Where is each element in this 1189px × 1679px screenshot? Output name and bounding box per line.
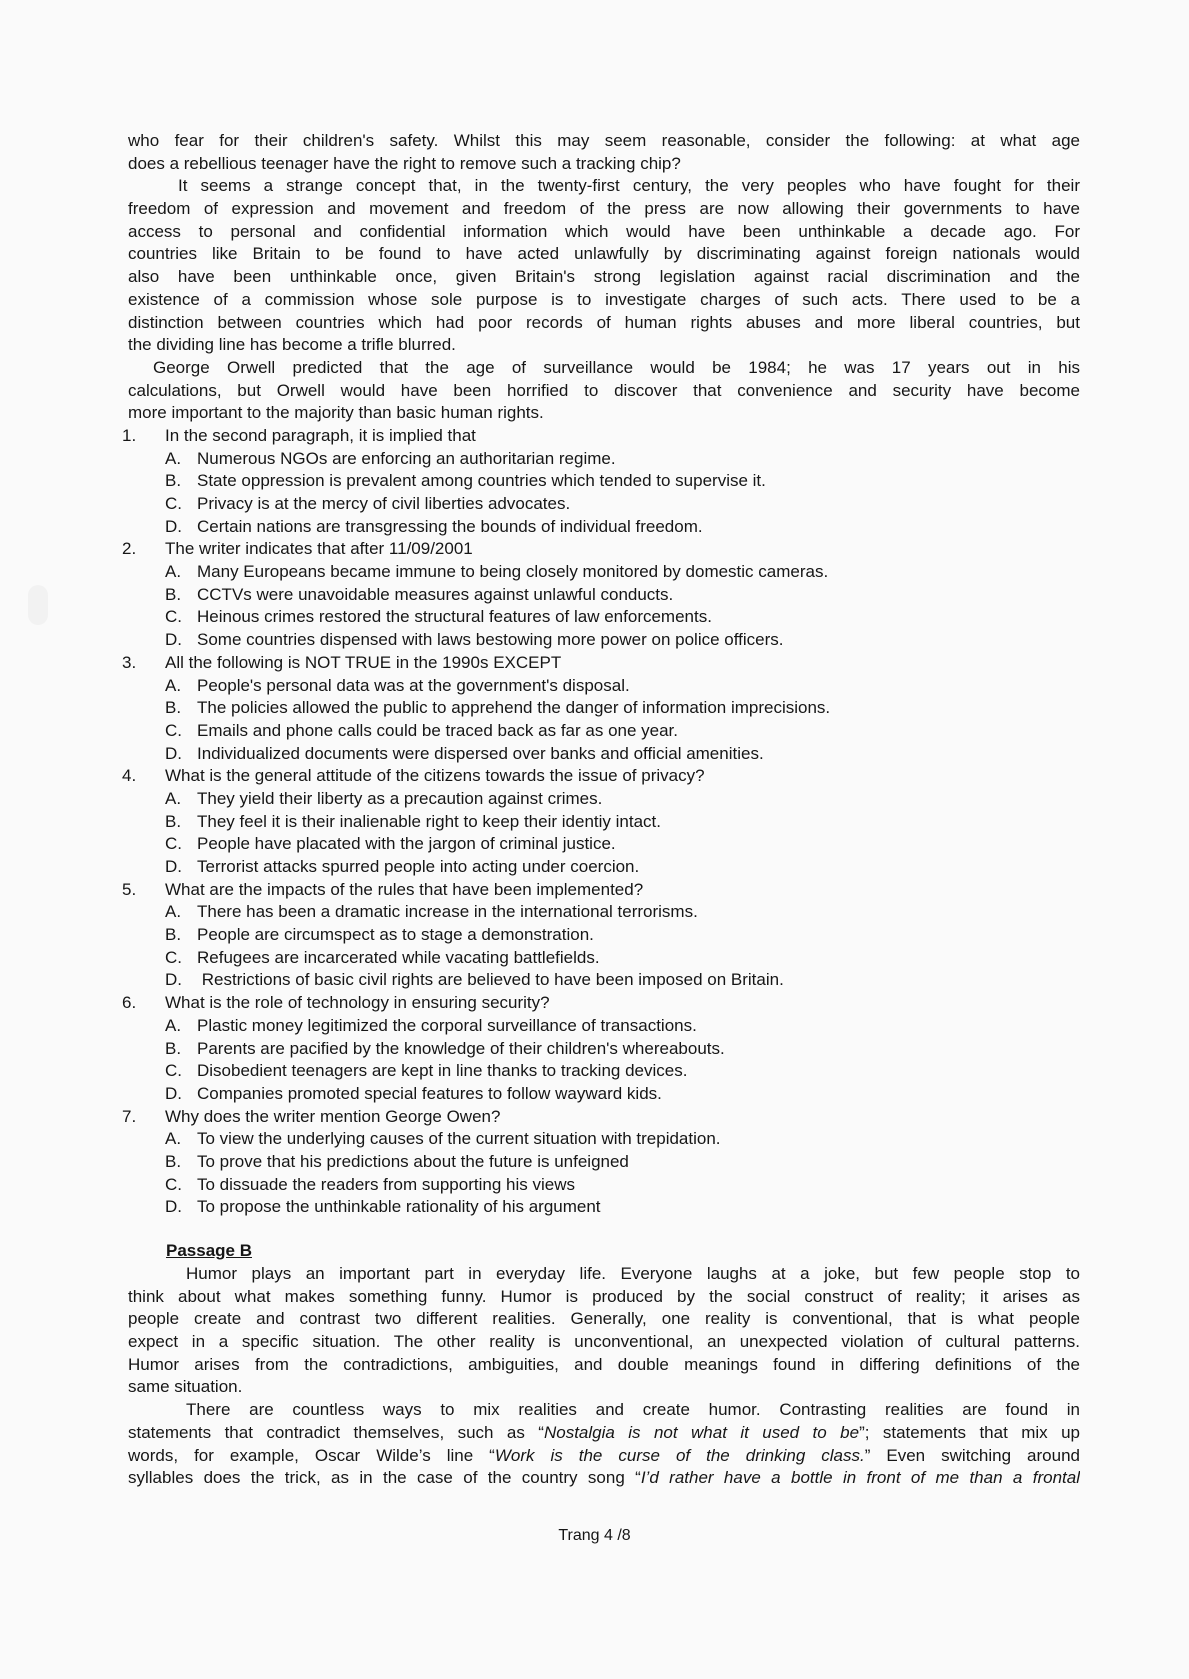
- text-line: does a rebellious teenager have the right to remove such a tracking chip?: [128, 153, 681, 173]
- option-letter: A.: [165, 788, 182, 808]
- option-text: Emails and phone calls could be traced back as far as one year.: [197, 720, 679, 740]
- option-text: State oppression is prevalent among countries which tended to supervise it.: [197, 471, 766, 491]
- text-line: more important to the majority than basic human rights.: [128, 403, 544, 423]
- passage-b-title: Passage B: [166, 1241, 252, 1260]
- option-text: The policies allowed the public to apprehend the danger of information imprecisions.: [197, 698, 831, 718]
- text-line: access to personal and confidential information which would have been unthinkable a decade ago. For: [128, 221, 1080, 241]
- text-line: freedom of expression and movement and freedom of the press are now allowing their governments to have: [128, 199, 1080, 219]
- answer-option: [128, 675, 1080, 698]
- option-letter: C.: [165, 720, 182, 740]
- answer-option: [128, 697, 1080, 720]
- question-stem-line: [122, 425, 1080, 448]
- answer-option: [128, 493, 1080, 516]
- option-letter: D.: [165, 1197, 182, 1217]
- option-text: Individualized documents were dispersed over banks and official amenities.: [197, 743, 764, 763]
- option-letter: C.: [165, 834, 182, 854]
- option-text: People's personal data was at the government's disposal.: [197, 675, 630, 695]
- text-segment: think about what makes something funny. Humor is produced by the social construct of reality; it arises as: [128, 1286, 1080, 1306]
- text-segment: same situation.: [128, 1377, 243, 1397]
- text-line: countries like Britain to be found to have acted unlawfully by discriminating against foreign nationals would: [128, 244, 1080, 264]
- text-segment: Humor arises from the contradictions, ambiguities, and double meanings found in differing definitions of the: [128, 1354, 1080, 1374]
- option-text: People are circumspect as to stage a demonstration.: [197, 925, 594, 945]
- option-text: Certain nations are transgressing the bounds of individual freedom.: [197, 516, 703, 536]
- option-letter: B.: [165, 471, 182, 491]
- answer-option: [128, 924, 1080, 947]
- option-text: Terrorist attacks spurred people into acting under coercion.: [197, 857, 640, 876]
- option-letter: C.: [165, 1174, 182, 1194]
- option-letter: A.: [165, 1015, 182, 1035]
- text-segment: words, for example, Oscar Wilde’s line “: [128, 1445, 495, 1465]
- question-stem-line: [122, 1106, 1080, 1129]
- text-segment: syllables does the trick, as in the case of the country song “: [128, 1468, 641, 1488]
- option-text: Refugees are incarcerated while vacating battlefields.: [197, 947, 600, 967]
- option-letter: A.: [165, 675, 182, 695]
- option-letter: A.: [165, 902, 182, 922]
- question-stem: The writer indicates that after 11/09/2001: [165, 539, 473, 559]
- question-number: 3.: [122, 652, 137, 672]
- paragraph: [128, 130, 1080, 175]
- answer-option: [128, 1060, 1080, 1083]
- page-number: Trang 4 /8: [558, 1527, 631, 1544]
- text-line: [128, 1445, 1080, 1468]
- question-number: 1.: [122, 425, 137, 445]
- question-stem-line: [122, 879, 1080, 902]
- answer-option: [128, 1196, 1080, 1219]
- text-line: [128, 1331, 1080, 1354]
- option-letter: C.: [165, 494, 182, 513]
- option-text: Many Europeans became immune to being closely monitored by domestic cameras.: [197, 562, 829, 582]
- answer-option: [128, 606, 1080, 629]
- option-letter: B.: [165, 584, 182, 604]
- answer-option: [128, 1174, 1080, 1197]
- text-line: It seems a strange concept that, in the twenty-first century, the very peoples who have fought for their: [178, 176, 1080, 196]
- answer-option: [128, 1015, 1080, 1038]
- question-stem-line: [122, 765, 1080, 788]
- question: [122, 765, 1080, 878]
- question-stem: All the following is NOT TRUE in the 1990s EXCEPT: [165, 652, 562, 672]
- answer-option: [128, 788, 1080, 811]
- option-text: Numerous NGOs are enforcing an authoritarian regime.: [197, 448, 616, 468]
- option-text: To view the underlying causes of the current situation with trepidation.: [197, 1129, 721, 1149]
- option-text: Restrictions of basic civil rights are believed to have been imposed on Britain.: [197, 970, 784, 990]
- text-segment: ”; statements that mix up: [859, 1422, 1080, 1442]
- text-segment: statements that contradict themselves, such as “: [128, 1422, 544, 1442]
- answer-option: [128, 856, 1080, 879]
- text-line: [128, 1422, 1080, 1445]
- scan-smudge: [28, 585, 48, 625]
- option-text: To dissuade the readers from supporting his views: [197, 1174, 575, 1194]
- answer-option: [128, 811, 1080, 834]
- passage-a: [128, 130, 1080, 425]
- italic-quote: Work is the curse of the drinking class.: [494, 1445, 865, 1465]
- option-text: Privacy is at the mercy of civil liberties advocates.: [197, 494, 571, 513]
- question-stem: What are the impacts of the rules that have been implemented?: [165, 879, 644, 899]
- italic-quote: I’d rather have a bottle in front of me than a frontal: [640, 1468, 1080, 1488]
- answer-option: [128, 516, 1080, 539]
- passage-b: [128, 1238, 1080, 1490]
- answer-option: [128, 969, 1080, 992]
- option-letter: B.: [165, 925, 182, 945]
- option-text: They feel it is their inalienable right to keep their identiy intact.: [197, 811, 661, 831]
- answer-option: [128, 720, 1080, 743]
- text-segment: ” Even switching around: [864, 1445, 1080, 1465]
- text-line: the dividing line has become a trifle blurred.: [128, 335, 456, 355]
- option-text: There has been a dramatic increase in the international terrorisms.: [197, 902, 698, 922]
- italic-quote: Nostalgia is not what it used to be: [543, 1422, 860, 1442]
- option-text: People have placated with the jargon of criminal justice.: [197, 834, 616, 854]
- paragraph: [128, 1399, 1080, 1490]
- question-stem: What is the role of technology in ensuring security?: [165, 993, 550, 1013]
- question-number: 6.: [122, 993, 137, 1013]
- answer-option: [128, 833, 1080, 856]
- option-letter: D.: [165, 516, 182, 536]
- text-line: also have been unthinkable once, given Britain's strong legislation against racial discrimination and the: [128, 267, 1080, 287]
- option-letter: B.: [165, 1151, 182, 1171]
- text-line: [128, 1286, 1080, 1309]
- text-line: [128, 1467, 1080, 1490]
- text-segment: expect in a specific situation. The other reality is unconventional, an unexpected violation of cultural patterns.: [128, 1332, 1080, 1352]
- answer-option: [128, 901, 1080, 924]
- text-segment: There are countless ways to mix realities and create humor. Contrasting realities are found in: [186, 1400, 1080, 1420]
- option-text: Some countries dispensed with laws bestowing more power on police officers.: [197, 630, 784, 650]
- question-number: 2.: [122, 539, 137, 559]
- option-text: Companies promoted special features to follow wayward kids.: [197, 1083, 662, 1103]
- option-letter: B.: [165, 811, 182, 831]
- answer-option: [128, 584, 1080, 607]
- option-letter: C.: [165, 607, 182, 627]
- question-stem-line: [122, 538, 1080, 561]
- question-stem-line: [122, 652, 1080, 675]
- option-letter: C.: [165, 1061, 182, 1081]
- option-letter: D.: [165, 743, 182, 763]
- option-text: To prove that his predictions about the future is unfeigned: [197, 1151, 629, 1171]
- paragraph: [128, 175, 1080, 357]
- answer-option: [128, 1038, 1080, 1061]
- question: [122, 425, 1080, 538]
- option-letter: A.: [165, 562, 182, 582]
- answer-option: [128, 743, 1080, 766]
- option-text: CCTVs were unavoidable measures against unlawful conducts.: [197, 584, 674, 604]
- answer-option: [128, 947, 1080, 970]
- option-text: Plastic money legitimized the corporal surveillance of transactions.: [197, 1015, 697, 1035]
- option-text: To propose the unthinkable rationality of his argument: [197, 1197, 601, 1217]
- option-letter: D.: [165, 970, 182, 990]
- option-letter: B.: [165, 698, 182, 718]
- text-line: [128, 1308, 1080, 1331]
- text-segment: Humor plays an important part in everyday life. Everyone laughs at a joke, but few people stop to: [186, 1264, 1080, 1283]
- answer-option: [128, 448, 1080, 471]
- option-letter: D.: [165, 1083, 182, 1103]
- option-text: They yield their liberty as a precaution against crimes.: [197, 788, 603, 808]
- question: [122, 538, 1080, 651]
- text-line: [128, 1399, 1080, 1422]
- answer-option: [128, 1151, 1080, 1174]
- question: [122, 879, 1080, 992]
- answer-option: [128, 561, 1080, 584]
- paragraph: [128, 357, 1080, 425]
- answer-option: [128, 1083, 1080, 1106]
- text-line: [128, 1354, 1080, 1377]
- question: [122, 1106, 1080, 1219]
- question-stem: What is the general attitude of the citizens towards the issue of privacy?: [165, 766, 705, 786]
- answer-option: [128, 470, 1080, 493]
- question-number: 7.: [122, 1106, 137, 1126]
- question-stem-line: [122, 992, 1080, 1015]
- text-line: George Orwell predicted that the age of surveillance would be 1984; he was 17 years out in his: [153, 357, 1080, 377]
- option-letter: D.: [165, 630, 182, 650]
- text-line: [128, 1263, 1080, 1286]
- questions-list: [122, 425, 1080, 1219]
- option-text: Disobedient teenagers are kept in line thanks to tracking devices.: [197, 1061, 688, 1081]
- option-letter: D.: [165, 857, 182, 876]
- option-letter: A.: [165, 1129, 182, 1149]
- question-stem: In the second paragraph, it is implied that: [165, 425, 476, 445]
- text-line: calculations, but Orwell would have been horrified to discover that convenience and security have become: [128, 380, 1080, 400]
- question-number: 5.: [122, 879, 137, 899]
- question: [122, 652, 1080, 765]
- text-line: who fear for their children's safety. Whilst this may seem reasonable, consider the following: at what age: [128, 131, 1080, 150]
- question-stem: Why does the writer mention George Owen?: [165, 1106, 501, 1126]
- answer-option: [128, 1128, 1080, 1151]
- text-line: existence of a commission whose sole purpose is to investigate charges of such acts. There used to be a: [128, 289, 1080, 309]
- question: [122, 992, 1080, 1105]
- text-line: [128, 1376, 1080, 1399]
- option-text: Heinous crimes restored the structural features of law enforcements.: [197, 607, 712, 627]
- question-number: 4.: [122, 766, 137, 786]
- option-letter: B.: [165, 1038, 182, 1058]
- text-line: distinction between countries which had poor records of human rights abuses and more liberal countries, but: [128, 312, 1080, 332]
- option-letter: A.: [165, 448, 182, 468]
- option-text: Parents are pacified by the knowledge of their children's whereabouts.: [197, 1038, 725, 1058]
- text-segment: people create and contrast two different realities. Generally, one reality is conventional, that is what people: [128, 1309, 1080, 1329]
- option-letter: C.: [165, 947, 182, 967]
- answer-option: [128, 629, 1080, 652]
- document-page: [122, 130, 1080, 1490]
- paragraph: [128, 1263, 1080, 1399]
